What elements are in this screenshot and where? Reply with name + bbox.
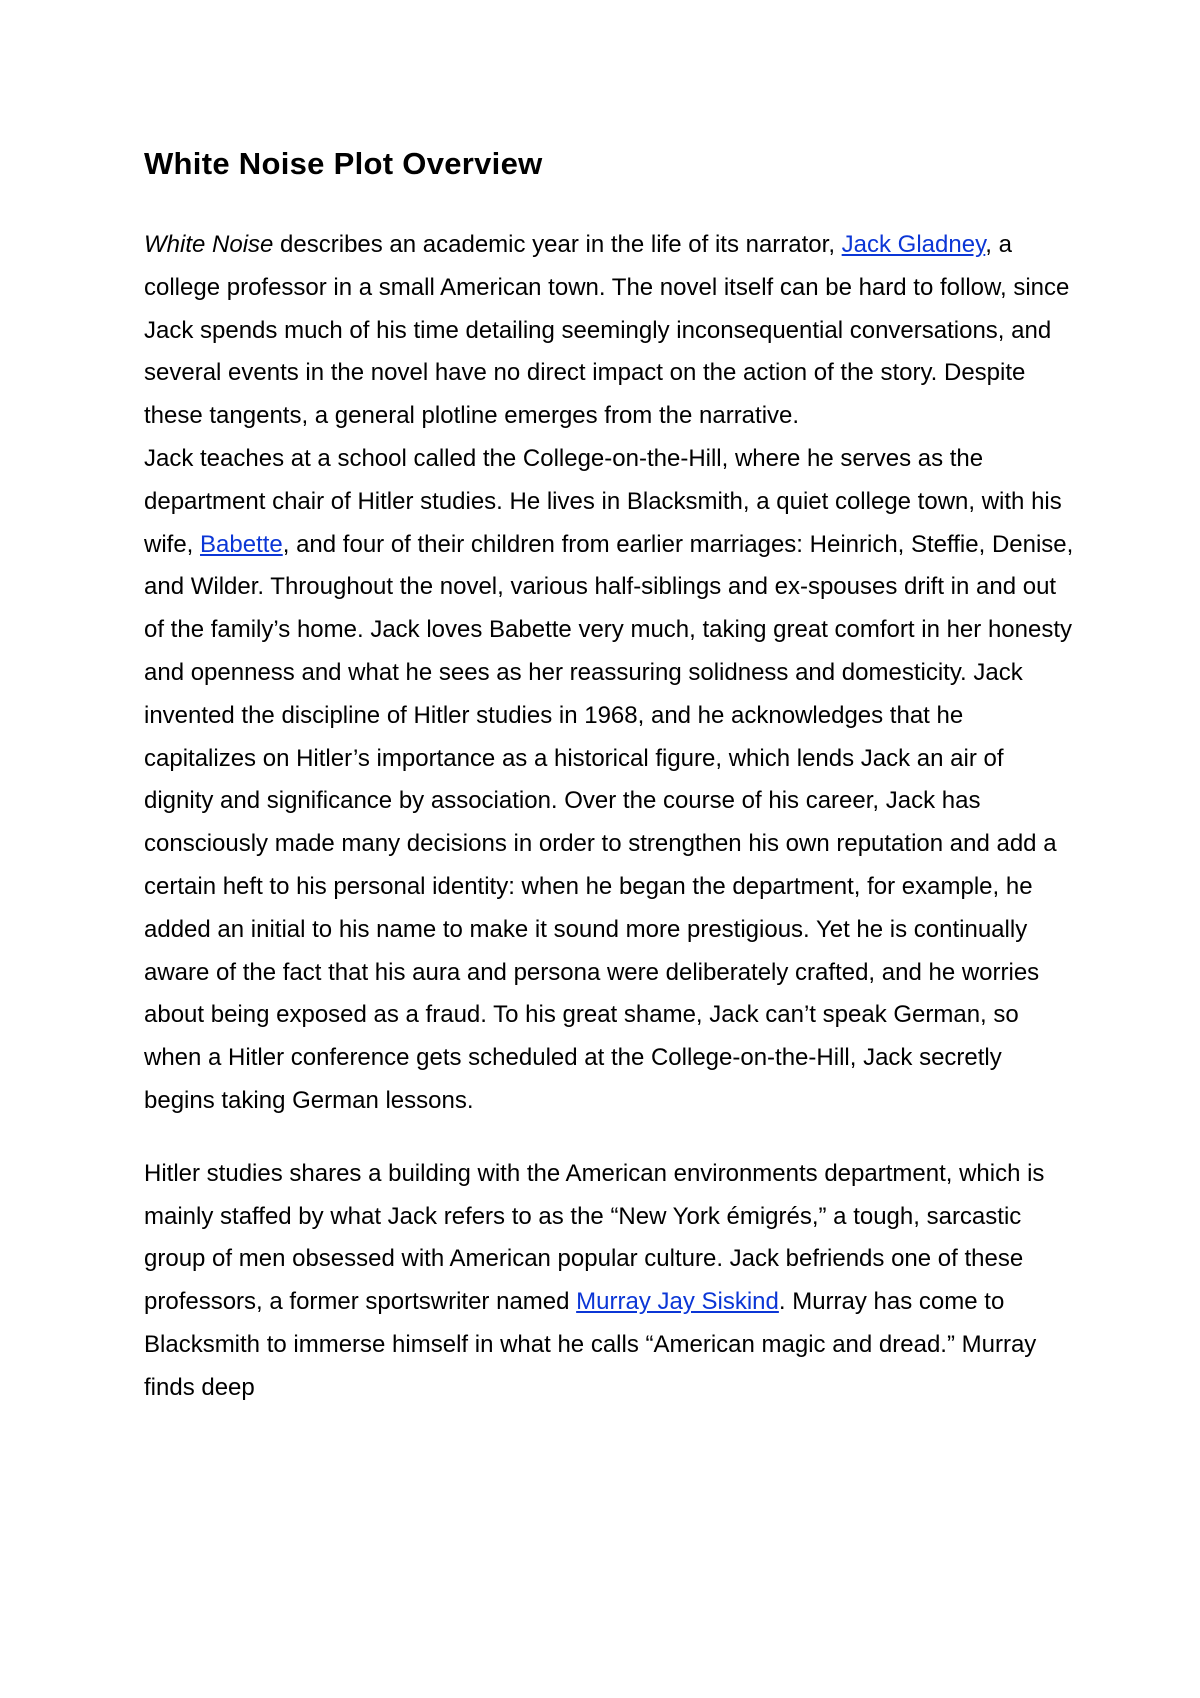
paragraph-intro: [144, 224, 1074, 438]
paragraph-murray: [144, 1153, 1074, 1410]
paragraph-jack: [144, 438, 1074, 1123]
link-babette[interactable]: Babette: [200, 530, 283, 558]
paragraph-text: Hitler studies shares a building with the American environments department, which is mainly staffed by what Jack refers to as the “New York émigrés,” a tough, sarcastic group of men obsessed with American popular culture. Jack befriends one of these professors, a former sportswriter named: [144, 1159, 1045, 1316]
link-murray-jay-siskind[interactable]: Murray Jay Siskind: [576, 1288, 779, 1316]
paragraph-text: . Murray has come to Blacksmith to immerse himself in what he calls “American magic and dread.” Murray finds deep: [144, 1288, 1037, 1401]
link-jack-gladney[interactable]: Jack Gladney: [841, 231, 986, 258]
paragraph-text: describes an academic year in the life of its narrator,: [273, 231, 842, 258]
book-title-italic: White Noise: [144, 231, 274, 258]
paragraph-text: , and four of their children from earlier marriages: Heinrich, Steffie, Denise, and Wilder. Throughout the novel, various half-siblings and ex-spouses drift in and out of the family’s home. Jack loves Babette very much, taking great comfort in her honesty and openness and what he sees as her reassuring solidness and domesticity. Jack invented the discipline of Hitler studies in 1968, and he acknowledges that he capitalizes on Hitler’s importance as a historical figure, which lends Jack an air of dignity and significance by association. Over the course of his career, Jack has consciously made many decisions in order to strengthen his own reputation and add a certain heft to his personal identity: when he began the department, for example, he added an initial to his name to make it sound more prestigious. Yet he is continually aware of the fact that his aura and persona were deliberately crafted, and he worries about being exposed as a fraud. To his great shame, Jack can’t speak German, so when a Hitler conference gets scheduled at the College-on-the-Hill, Jack secretly begins taking German lessons.: [144, 530, 1074, 1114]
page-title: White Noise Plot Overview: [144, 146, 543, 181]
paragraph-text: , a college professor in a small American town. The novel itself can be hard to follow, since Jack spends much of his time detailing seemingly inconsequential conversations, and several events in the novel have no direct impact on the action of the story. Despite these tangents, a general plotline emerges from the narrative.: [144, 231, 1070, 430]
document-body: [144, 140, 1074, 1410]
paragraph-text: Jack teaches at a school called the College-on-the-Hill, where he serves as the department chair of Hitler studies. He lives in Blacksmith, a quiet college town, with his wife,: [144, 444, 1062, 558]
